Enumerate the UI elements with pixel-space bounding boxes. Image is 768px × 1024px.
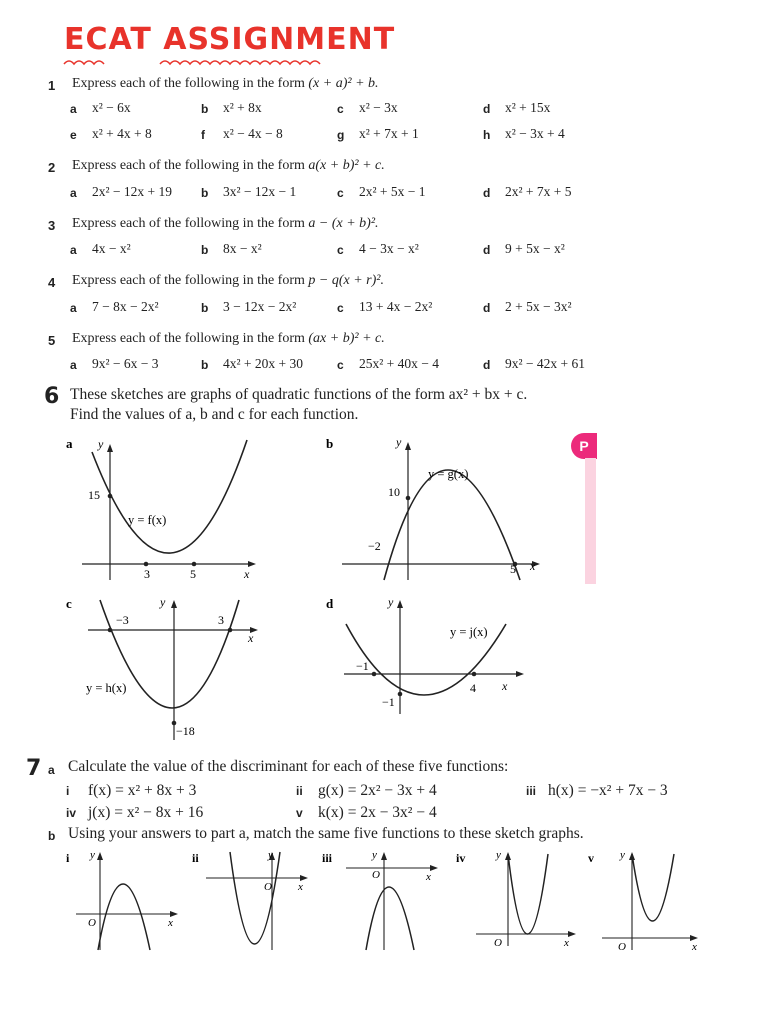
y-axis-label: y xyxy=(396,435,402,449)
part-expression: 3 − 12x − 2x² xyxy=(223,299,297,314)
sketch-iv xyxy=(452,846,582,954)
function-label: y = h(x) xyxy=(86,681,127,695)
y-axis-arrow xyxy=(397,600,403,608)
part-expression: 25x² + 40x − 4 xyxy=(359,356,440,371)
point xyxy=(372,672,377,677)
sketch-label: iii xyxy=(322,851,333,865)
y-axis-label: y xyxy=(388,595,394,609)
function-definition: f(x) = x² + 8x + 3 xyxy=(88,782,197,799)
sketch-label: i xyxy=(66,851,70,865)
part-label: a xyxy=(70,102,77,116)
part-expression: x² + 7x + 1 xyxy=(359,126,419,141)
part-expression: 4x − x² xyxy=(92,241,131,256)
x-axis-label: x xyxy=(692,941,697,953)
part-expression: 9 + 5x − x² xyxy=(505,241,565,256)
parabola xyxy=(508,854,548,934)
y-axis-label: y xyxy=(372,849,377,861)
function-definition: h(x) = −x² + 7x − 3 xyxy=(548,782,668,799)
part-label: a xyxy=(70,358,77,372)
x-axis-label: x xyxy=(502,679,508,693)
parabola xyxy=(92,440,247,553)
function-label: y = f(x) xyxy=(128,513,167,527)
sketch-label: v xyxy=(588,851,594,865)
question-stem: Express each of the following in the form p − q(x + r)². xyxy=(72,273,384,288)
part-label: f xyxy=(201,128,205,142)
x-axis-arrow xyxy=(568,931,576,937)
y-axis-label: y xyxy=(496,849,501,861)
x-axis-label: x xyxy=(426,871,431,883)
part-expression: x² − 3x xyxy=(359,100,398,115)
part-label: a xyxy=(48,763,55,777)
point xyxy=(472,672,477,677)
function-numeral: ii xyxy=(296,784,303,798)
question-number: 7 xyxy=(26,756,42,781)
parabola xyxy=(98,884,150,950)
part-label: c xyxy=(337,243,344,257)
parabola xyxy=(632,854,674,921)
part-label: c xyxy=(337,358,344,372)
origin-label: O xyxy=(372,869,380,881)
x-axis-arrow xyxy=(430,865,438,871)
question-stem: These sketches are graphs of quadratic functions of the form ax² + bx + c. xyxy=(70,386,528,403)
part-label: d xyxy=(483,243,491,257)
question-stem: Using your answers to part a, match the same five functions to these sketch graphs. xyxy=(68,825,584,842)
part-label: b xyxy=(48,829,56,843)
question-form: a(x + b)² + c. xyxy=(308,158,385,173)
intercept-label: −1 xyxy=(356,659,369,673)
y-axis-arrow xyxy=(381,852,387,860)
point xyxy=(228,628,233,633)
part-label: c xyxy=(337,186,344,200)
question-stem: Express each of the following in the form a − (x + b)². xyxy=(72,216,379,231)
x-axis-label: x xyxy=(248,631,254,645)
question-form: (ax + b)² + c. xyxy=(308,331,385,346)
point xyxy=(108,628,113,633)
part-label: c xyxy=(337,102,344,116)
part-label: b xyxy=(201,243,209,257)
point xyxy=(144,562,149,567)
part-label: b xyxy=(201,358,209,372)
function-label: y = j(x) xyxy=(450,625,488,639)
question-form: (x + a)² + b. xyxy=(308,76,379,91)
intercept-label: 4 xyxy=(470,681,476,695)
part-expression: 3x² − 12x − 1 xyxy=(223,184,297,199)
sketch-ii xyxy=(188,846,313,954)
x-axis-arrow xyxy=(516,671,524,677)
y-axis-label: y xyxy=(90,849,95,861)
question-stem: Express each of the following in the form (ax + b)² + c. xyxy=(72,331,385,346)
part-expression: 2x² + 7x + 5 xyxy=(505,184,572,199)
x-axis-label: x xyxy=(298,881,303,893)
question-stem: Express each of the following in the form (x + a)² + b. xyxy=(72,76,379,91)
part-label: b xyxy=(201,301,209,315)
question-stem: Express each of the following in the form a(x + b)² + c. xyxy=(72,158,385,173)
y-axis-arrow xyxy=(171,600,177,608)
y-axis-arrow xyxy=(405,442,411,450)
sketch-v xyxy=(584,846,714,954)
point xyxy=(406,496,411,501)
title-underline xyxy=(62,56,332,68)
part-expression: 4x² + 20x + 30 xyxy=(223,356,304,371)
part-label: a xyxy=(70,301,77,315)
part-label: a xyxy=(70,243,77,257)
y-axis-arrow xyxy=(97,852,103,860)
part-expression: x² − 4x − 8 xyxy=(223,126,283,141)
y-axis-label: y xyxy=(160,595,166,609)
x-axis-label: x xyxy=(168,917,173,929)
question-number: 6 xyxy=(44,384,60,409)
origin-label: O xyxy=(88,917,96,929)
function-numeral: iv xyxy=(66,806,77,820)
part-label: h xyxy=(483,128,491,142)
intercept-label: 3 xyxy=(218,613,224,627)
question-number: 4 xyxy=(48,275,56,290)
question-stem-line2: Find the values of a, b and c for each function. xyxy=(70,406,359,423)
intercept-label: −2 xyxy=(368,539,381,553)
part-expression: 9x² − 6x − 3 xyxy=(92,356,159,371)
part-expression: 8x − x² xyxy=(223,241,262,256)
graph-c xyxy=(62,594,262,742)
part-expression: x² + 15x xyxy=(505,100,551,115)
side-margin-bar xyxy=(585,458,596,584)
part-expression: x² − 3x + 4 xyxy=(505,126,565,141)
part-expression: 2x² + 5x − 1 xyxy=(359,184,426,199)
part-label: c xyxy=(337,301,344,315)
function-numeral: v xyxy=(296,806,303,820)
assignment-title: ECAT ASSIGNMENT xyxy=(64,22,396,57)
part-expression: x² + 8x xyxy=(223,100,262,115)
sketch-label: ii xyxy=(192,851,199,865)
intercept-label: 5 xyxy=(510,562,516,576)
question-number: 1 xyxy=(48,78,56,93)
question-stem: Calculate the value of the discriminant for each of these five functions: xyxy=(68,758,509,775)
sketch-i xyxy=(62,846,187,954)
part-expression: x² − 6x xyxy=(92,100,131,115)
point xyxy=(108,494,113,499)
function-definition: j(x) = x² − 8x + 16 xyxy=(88,804,204,821)
graph-label: d xyxy=(326,596,334,611)
x-axis-label: x xyxy=(244,567,250,581)
intercept-label: 5 xyxy=(190,567,196,581)
graph-label: c xyxy=(66,596,72,611)
part-label: a xyxy=(70,186,77,200)
problem-solving-badge: P xyxy=(571,433,597,459)
function-numeral: iii xyxy=(526,784,537,798)
y-axis-label: y xyxy=(98,437,104,451)
part-expression: 2x² − 12x + 19 xyxy=(92,184,173,199)
part-label: g xyxy=(337,128,345,142)
part-expression: 7 − 8x − 2x² xyxy=(92,299,159,314)
part-expression: 2 + 5x − 3x² xyxy=(505,299,572,314)
part-label: d xyxy=(483,186,491,200)
question-number: 3 xyxy=(48,218,56,233)
function-definition: g(x) = 2x² − 3x + 4 xyxy=(318,782,437,799)
part-expression: 13 + 4x − 2x² xyxy=(359,299,433,314)
question-form: p − q(x + r)². xyxy=(308,273,384,288)
graph-label: a xyxy=(66,436,73,451)
sketch-iii xyxy=(318,846,443,954)
origin-label: O xyxy=(494,937,502,949)
function-label: y = g(x) xyxy=(428,467,469,481)
intercept-label: −3 xyxy=(116,613,129,627)
graph-d xyxy=(322,594,532,724)
part-label: b xyxy=(201,102,209,116)
part-label: d xyxy=(483,301,491,315)
intercept-label: 15 xyxy=(88,488,100,502)
question-number: 2 xyxy=(48,160,56,175)
y-axis-label: y xyxy=(268,849,273,861)
part-label: d xyxy=(483,102,491,116)
part-label: b xyxy=(201,186,209,200)
question-number: 5 xyxy=(48,333,56,348)
graph-b xyxy=(322,432,552,582)
graph-a xyxy=(62,432,262,582)
question-form: a − (x + b)². xyxy=(308,216,379,231)
part-label: e xyxy=(70,128,77,142)
part-expression: x² + 4x + 8 xyxy=(92,126,152,141)
x-axis-label: x xyxy=(530,559,536,573)
origin-label: O xyxy=(618,941,626,953)
intercept-label: 10 xyxy=(388,485,400,499)
part-expression: 9x² − 42x + 61 xyxy=(505,356,586,371)
intercept-label: −18 xyxy=(176,724,195,738)
parabola xyxy=(366,887,414,950)
y-axis-arrow xyxy=(107,444,113,452)
point xyxy=(192,562,197,567)
origin-label: O xyxy=(264,881,272,893)
part-expression: 4 − 3x − x² xyxy=(359,241,419,256)
x-axis-label: x xyxy=(564,937,569,949)
y-axis-label: y xyxy=(620,849,625,861)
intercept-label: −1 xyxy=(382,695,395,709)
function-definition: k(x) = 2x − 3x² − 4 xyxy=(318,804,437,821)
sketch-label: iv xyxy=(456,851,466,865)
part-label: d xyxy=(483,358,491,372)
intercept-label: 3 xyxy=(144,567,150,581)
graph-label: b xyxy=(326,436,334,451)
point xyxy=(398,692,403,697)
function-numeral: i xyxy=(66,784,70,798)
